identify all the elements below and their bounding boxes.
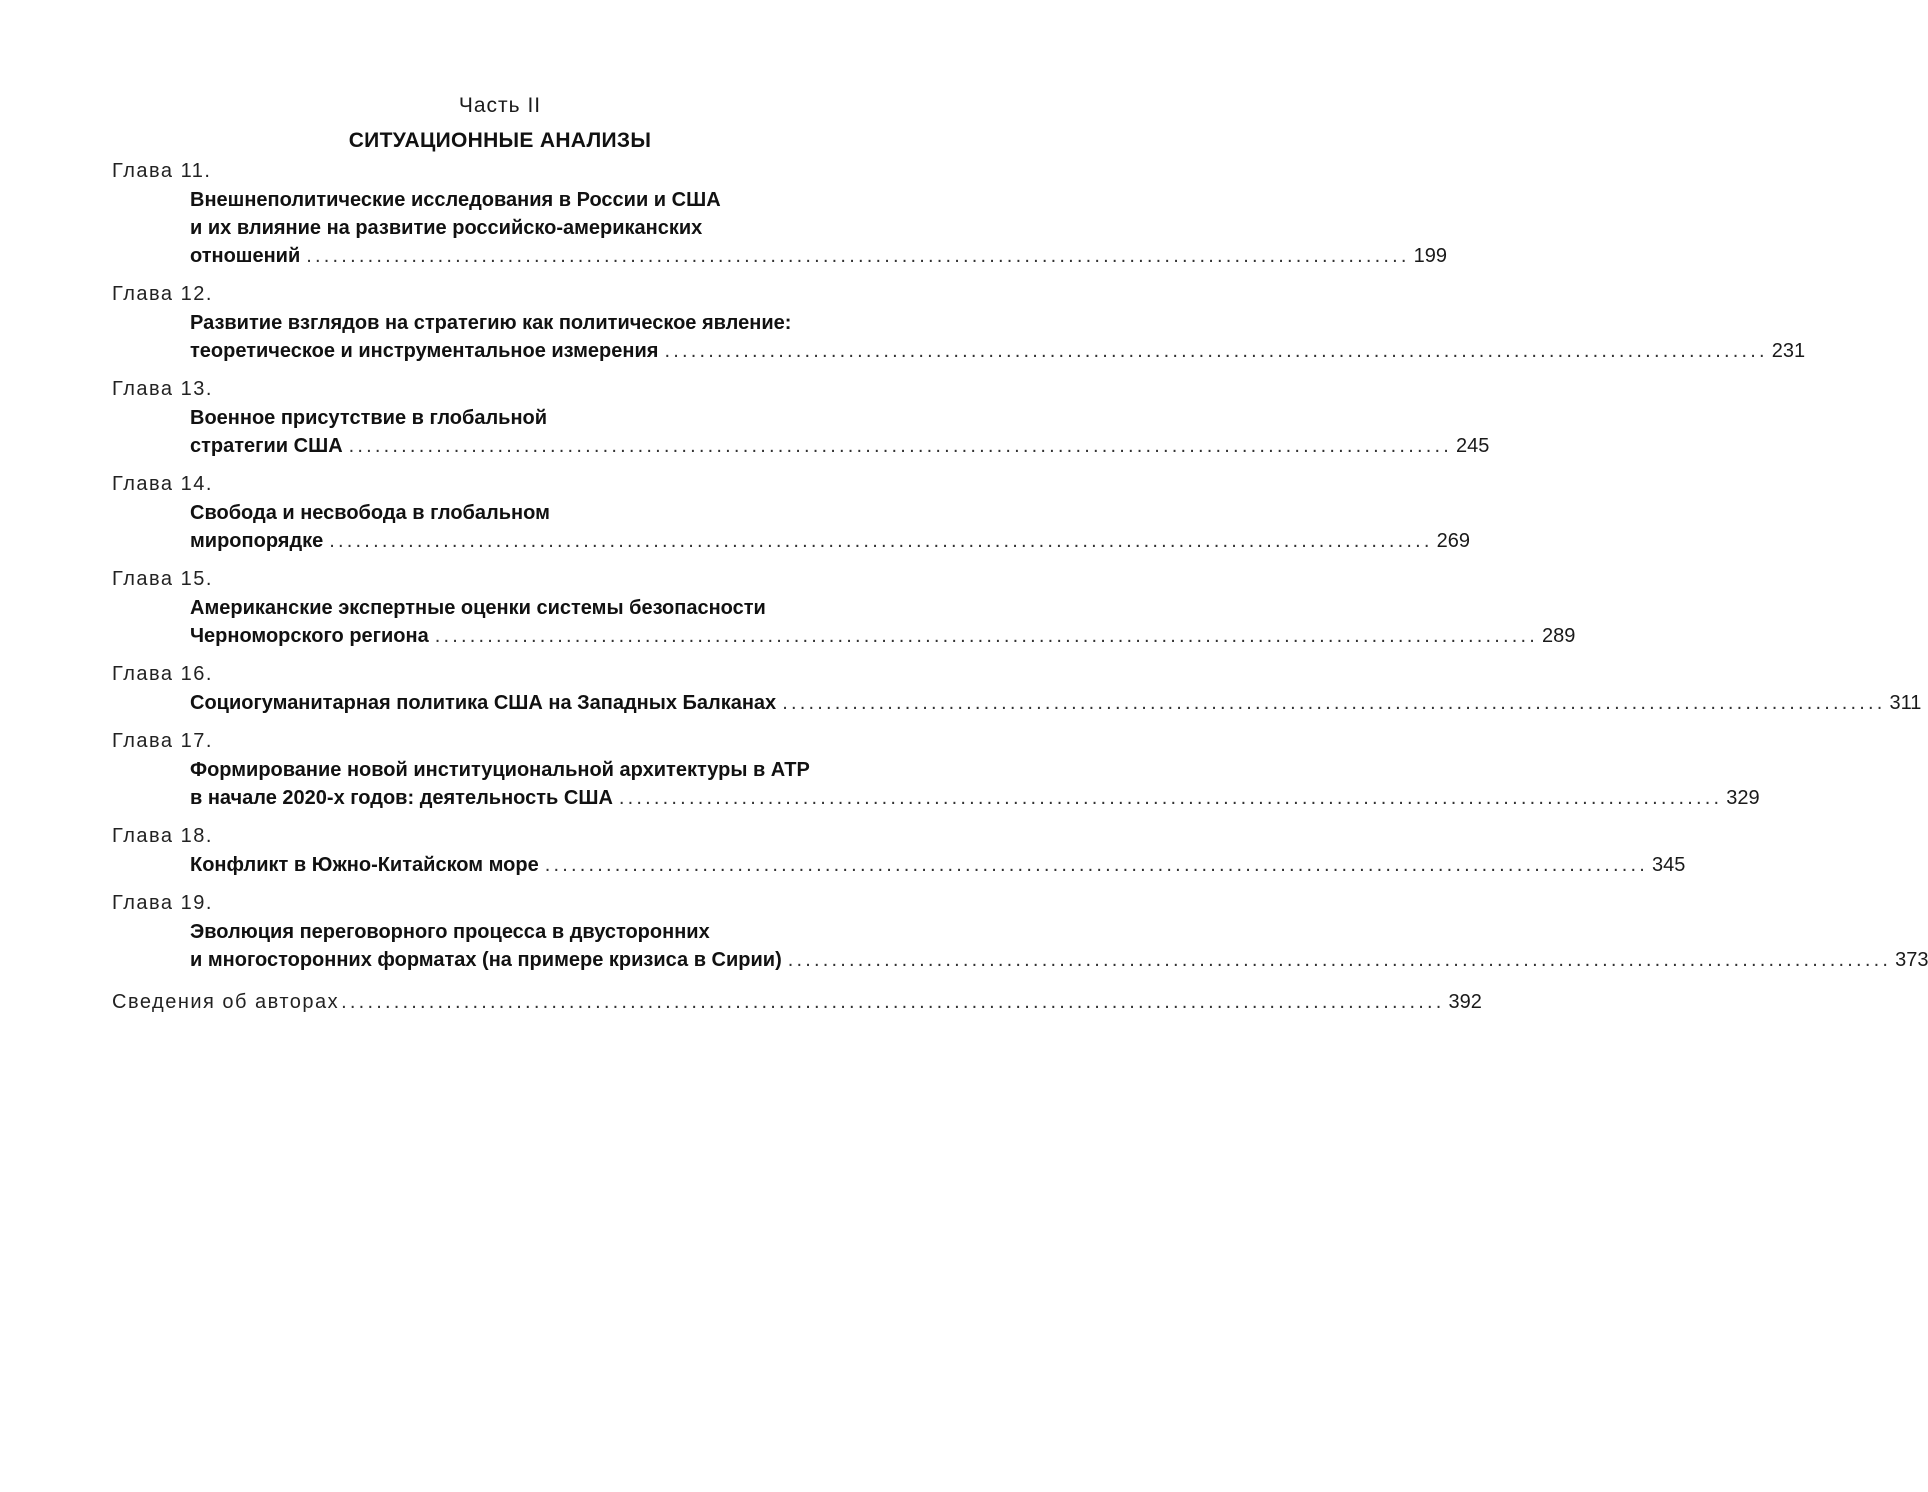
chapter-19[interactable] xyxy=(112,889,1928,974)
page-number: 329 xyxy=(1726,787,1760,809)
chapter-entry-line xyxy=(190,784,1760,812)
chapter-label: Глава 15. xyxy=(112,568,213,590)
chapter-title-line: и многосторонних форматах (на примере кризиса в Сирии) xyxy=(190,949,782,971)
chapter-title-line: стратегии США xyxy=(190,435,343,457)
chapter-entry-line xyxy=(190,337,1806,365)
chapter-title xyxy=(190,404,1490,460)
chapter-title xyxy=(190,851,1686,879)
chapter-title-line: миропорядке xyxy=(190,530,324,552)
chapter-title-line: Свобода и несвобода в глобальном xyxy=(190,502,550,524)
dot-leader: .............................................................................................................................. xyxy=(618,787,1723,809)
chapter-title xyxy=(190,309,1806,365)
chapter-label: Глава 19. xyxy=(112,892,213,914)
chapter-title-line: отношений xyxy=(190,245,301,267)
chapter-18[interactable] xyxy=(112,822,1686,879)
page-number: 269 xyxy=(1436,530,1470,552)
dot-leader: .............................................................................................................................. xyxy=(434,625,1539,647)
chapter-title xyxy=(190,756,1760,812)
chapter-title-line: Черноморского региона xyxy=(190,625,429,647)
chapter-title xyxy=(190,689,1922,717)
chapter-label: Глава 14. xyxy=(112,473,213,495)
page-number: 373 xyxy=(1895,949,1928,971)
dot-leader: .............................................................................................................................. xyxy=(787,949,1892,971)
dot-leader: .............................................................................................................................. xyxy=(782,692,1886,714)
chapter-label: Глава 17. xyxy=(112,730,213,752)
dot-leader: .............................................................................................................................. xyxy=(348,435,1452,457)
chapter-label: Глава 13. xyxy=(112,378,213,400)
page-number: 392 xyxy=(1448,991,1482,1013)
chapter-title-line: и их влияние на развитие российско-американских xyxy=(190,217,703,239)
chapter-title-line: Социогуманитарная политика США на Западных Балканах xyxy=(190,692,777,714)
chapter-12[interactable] xyxy=(112,280,1806,365)
page-number: 231 xyxy=(1771,340,1806,362)
chapter-entry-line xyxy=(190,689,1922,717)
page-number: 345 xyxy=(1652,854,1686,876)
chapter-title-line: Внешнеполитические исследования в России и США xyxy=(190,189,721,211)
chapter-title xyxy=(190,186,1447,270)
chapter-17[interactable] xyxy=(112,727,1760,812)
chapter-title xyxy=(190,594,1576,650)
chapter-title-line: теоретическое и инструментальное измерения xyxy=(190,340,659,362)
page-number: 289 xyxy=(1542,625,1576,647)
chapter-title-line: Военное присутствие в глобальной xyxy=(190,407,548,429)
part-title: СИТУАЦИОННЫЕ АНАЛИЗЫ xyxy=(348,129,652,152)
page-number: 199 xyxy=(1413,245,1447,267)
page-number: 311 xyxy=(1889,692,1922,714)
chapter-13[interactable] xyxy=(112,375,1490,460)
chapter-entry-line xyxy=(190,432,1490,460)
chapter-title xyxy=(190,918,1928,974)
dot-leader: .............................................................................................................................. xyxy=(306,245,1410,267)
chapter-14[interactable] xyxy=(112,470,1470,555)
part-label: Часть II xyxy=(458,94,542,117)
chapter-title-line: Конфликт в Южно-Китайском море xyxy=(190,854,539,876)
chapter-16[interactable] xyxy=(112,660,1922,717)
page-number: 245 xyxy=(1455,435,1490,457)
chapter-label: Глава 11. xyxy=(112,160,212,182)
chapter-title xyxy=(190,499,1470,555)
chapter-title-line: Формирование новой институциональной архитектуры в АТР xyxy=(190,759,810,781)
table-of-contents xyxy=(112,157,1928,1017)
authors-label: Сведения об авторах xyxy=(112,991,340,1013)
chapter-title-line: в начале 2020-х годов: деятельность США xyxy=(190,787,613,809)
dot-leader: .............................................................................................................................. xyxy=(544,854,1649,876)
chapter-15[interactable] xyxy=(112,565,1576,650)
chapter-title-line: Эволюция переговорного процесса в двусторонних xyxy=(190,921,710,943)
chapter-11[interactable] xyxy=(112,157,1447,270)
chapter-label: Глава 16. xyxy=(112,663,213,685)
chapter-label: Глава 12. xyxy=(112,283,213,305)
chapter-entry-line xyxy=(190,527,1470,555)
dot-leader: .............................................................................................................................. xyxy=(341,991,1445,1013)
chapter-title-line: Американские экспертные оценки системы безопасности xyxy=(190,597,766,619)
dot-leader: .............................................................................................................................. xyxy=(329,530,1433,552)
chapter-title-line: Развитие взглядов на стратегию как политическое явление: xyxy=(190,312,792,334)
chapter-entry-line xyxy=(190,622,1576,650)
chapter-entry-line xyxy=(190,242,1447,270)
authors-entry[interactable] xyxy=(112,988,1482,1017)
chapter-entry-line xyxy=(190,851,1686,879)
chapter-entry-line xyxy=(190,946,1928,974)
dot-leader: .............................................................................................................................. xyxy=(664,340,1768,362)
chapter-label: Глава 18. xyxy=(112,825,213,847)
